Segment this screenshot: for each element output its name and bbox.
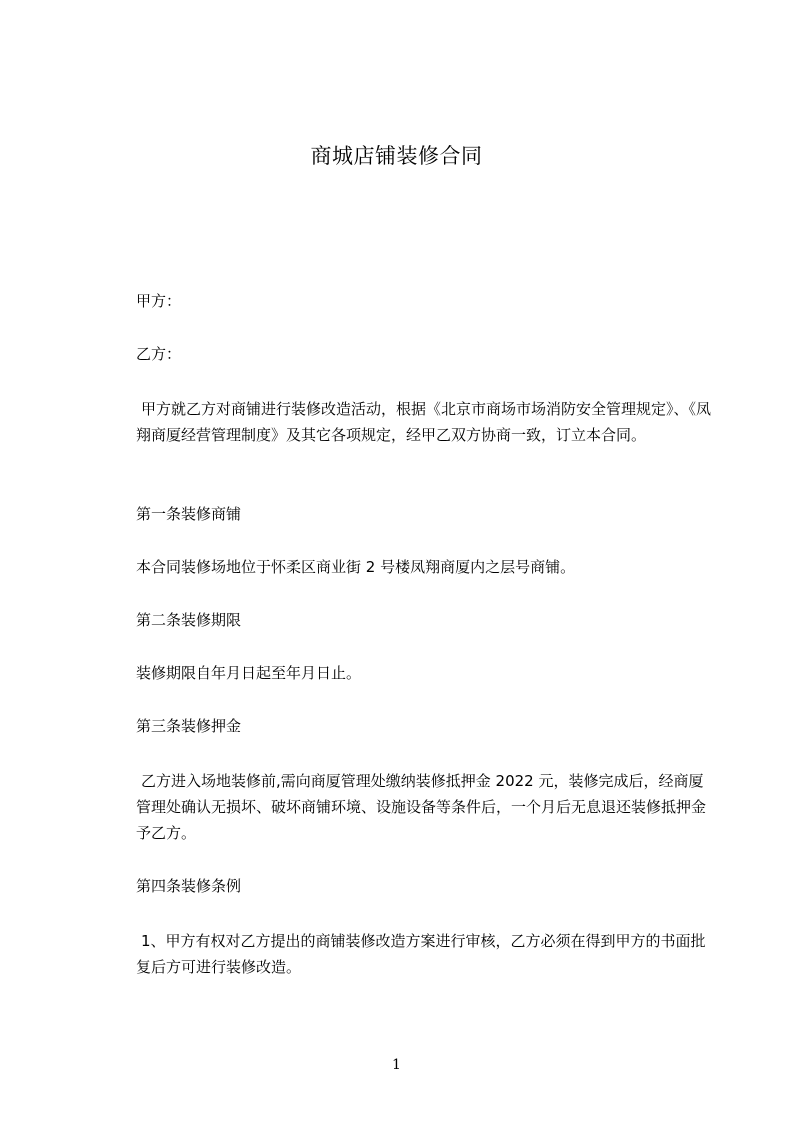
- article-4-item-1: 1、甲方有权对乙方提出的商铺装修改造方案进行审核，乙方必须在得到甲方的书面批复后方可进行装修改造。: [136, 932, 706, 976]
- party-a-label: 甲方：: [136, 292, 182, 310]
- article-1-body: 本合同装修场地位于怀柔区商业街 2 号楼凤翔商厦内之层号商铺。: [136, 558, 576, 576]
- article-3-body: 乙方进入场地装修前,需向商厦管理处缴纳装修抵押金 2022 元，装修完成后，经商厦管理处确认无损坏、破坏商铺环境、设施设备等条件后，一个月后无息退还装修抵押金予乙方。: [136, 772, 707, 842]
- document-title: 商城店铺装修合同: [310, 144, 483, 168]
- article-4-heading: 第四条装修条例: [136, 877, 242, 895]
- article-1-heading: 第一条装修商铺: [136, 505, 242, 523]
- article-2-body: 装修期限自年月日起至年月日止。: [136, 664, 362, 682]
- page-number: 1: [392, 1057, 401, 1073]
- article-3-heading: 第三条装修押金: [136, 717, 242, 735]
- party-b-label: 乙方：: [136, 345, 182, 363]
- intro-paragraph: 甲方就乙方对商铺进行装修改造活动，根据《北京市商场市场消防安全管理规定》、《凤翔商厦经营管理制度》及其它各项规定，经甲乙双方协商一致，订立本合同。: [136, 400, 712, 444]
- article-2-heading: 第二条装修期限: [136, 611, 242, 629]
